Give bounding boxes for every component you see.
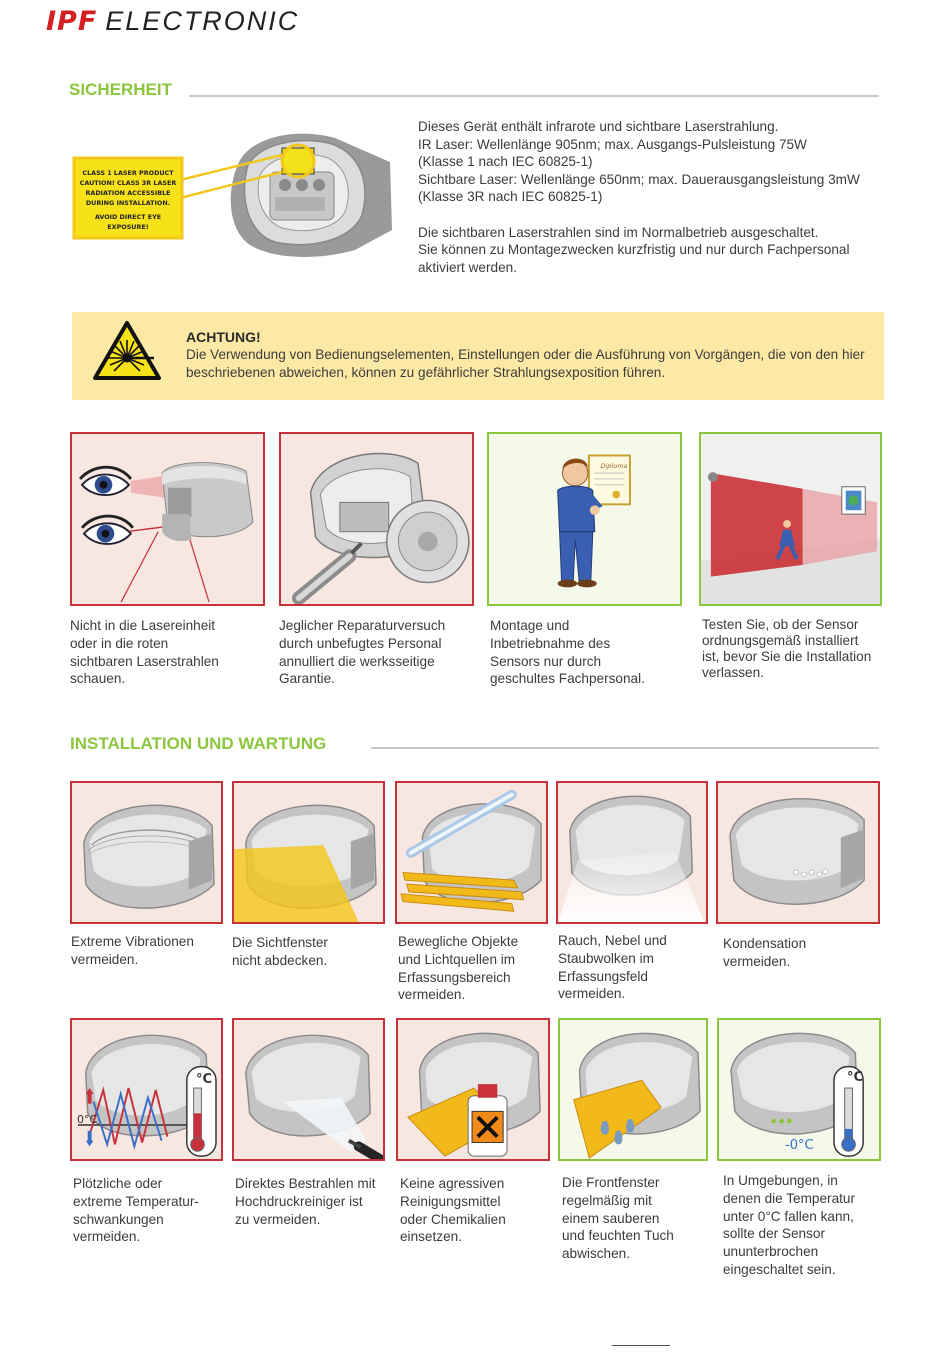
caption-line: Erfassungsfeld [558,968,648,984]
caption-repair-attempt [279,617,445,688]
caption-line: sichtbaren Laserstrahlen [70,653,219,669]
caption-line: und Lichtquellen im [398,951,516,967]
intro-line: (Klasse 3R nach IEC 60825-1) [418,189,603,205]
diploma-text: Diploma [600,462,628,470]
caption-line: verlassen. [702,665,764,680]
temperature-minus-label: -0°C [785,1138,814,1153]
caption-line: unter 0°C fallen kann, [723,1208,854,1224]
caption-line: Die Frontfenster [562,1175,660,1190]
caption-line: In Umgebungen, in [723,1173,838,1188]
caption-line: vermeiden. [71,951,139,967]
caption-line: oder in die roten [70,635,169,651]
caption-line: regelmäßig mit [562,1192,652,1208]
tile-cover-window [232,781,385,924]
sensor-moving-objects-illustration [397,783,546,922]
caption-line: Plötzliche oder [73,1176,163,1191]
caption-moving-objects [398,933,518,1004]
caption-line: extreme Temperatur- [73,1193,199,1209]
caption-line: Hochdruckreiniger ist [235,1193,363,1209]
intro-line: aktiviert werden. [418,259,517,275]
section-rule [189,95,879,97]
tile-technician [487,432,682,606]
caption-line: Montage und [490,618,570,633]
caption-line: Reinigungsmittel [400,1193,501,1209]
caption-line: vermeiden. [723,953,791,969]
caption-line: Nicht in die Lasereinheit [70,618,216,633]
intro-line: Dieses Gerät enthält infrarote und sichtbare Laserstrahlung. [418,119,779,134]
safety-intro-text [418,118,918,276]
section-title-installation: INSTALLATION UND WARTUNG [70,734,327,753]
arrow-down-icon [86,1131,94,1147]
laser-label-line: RADIATION ACCESSIBLE [85,189,171,197]
caption-line: Bewegliche Objekte [398,934,519,949]
caption-temperature-swings [73,1175,199,1246]
sensor-condensation-illustration [718,783,878,922]
tile-temperature-swings [70,1018,223,1161]
intro-spacer [418,206,918,224]
tile-smoke-fog [556,781,708,924]
caption-clean-window [562,1174,674,1263]
sensor-vibration-illustration [72,783,221,922]
test-installation-illustration [701,434,880,604]
tile-eye-laser [70,432,265,606]
repair-illustration [281,434,472,604]
laser-hazard-icon [92,320,162,382]
caption-line: zu vermeiden. [235,1211,321,1227]
technician-illustration [489,434,680,604]
caption-line: geschultes Fachpersonal. [490,671,645,687]
caption-continuous-power [723,1172,855,1279]
tile-moving-objects [395,781,548,924]
caption-line: ordnungsgemäß installiert [702,633,859,648]
sensor-label-illustration [70,110,400,270]
brand-name-rest: ELECTRONIC [105,6,300,36]
eye-icon [80,467,131,495]
caption-technician [490,617,645,688]
temperature-zero-label: 0°C [77,1113,98,1126]
tile-test-installation [699,432,882,606]
caption-vibration [71,933,194,969]
caption-smoke-fog [558,932,667,1003]
sensor-pressure-washer-illustration [234,1020,383,1159]
sensor-chemicals-illustration [398,1020,548,1159]
caption-line: Keine agressiven [400,1176,505,1191]
thermometer-unit: °C [196,1072,213,1087]
caption-line: Kondensation [723,936,807,951]
thermometer-unit: °C [847,1070,864,1085]
caption-line: oder Chemikalien [400,1211,506,1227]
warning-title: ACHTUNG! [186,329,261,345]
caption-line: Testen Sie, ob der Sensor [702,617,859,632]
laser-label-line: AVOID DIRECT EYE EXPOSURE! [94,213,162,231]
caption-line: sollte der Sensor [723,1226,826,1242]
caption-eye-laser [70,617,219,688]
tile-clean-window [558,1018,708,1161]
eye-icon [82,516,133,544]
caption-line: eingeschaltet sein. [723,1261,836,1277]
caption-line: Extreme Vibrationen [71,934,194,949]
caption-line: Staubwolken im [558,950,654,966]
caption-line: nicht abdecken. [232,952,328,968]
sensor-cover-illustration [234,783,383,922]
caption-line: Rauch, Nebel und [558,933,667,948]
intro-line: Sichtbare Laser: Wellenlänge 650nm; max. Dauerausgangsleistung 3mW [418,171,860,187]
warning-box [72,312,884,400]
intro-line: IR Laser: Wellenlänge 905nm; max. Ausgangs-Pulsleistung 75W [418,136,807,152]
caption-line: Sensors nur durch [490,653,602,669]
caption-line: Direktes Bestrahlen mit [235,1176,376,1191]
caption-line: schauen. [70,671,126,687]
section-title-safety: SICHERHEIT [69,80,172,99]
caption-line: schwankungen [73,1211,164,1227]
caption-line: einem sauberen [562,1210,660,1226]
caption-line: Erfassungsbereich [398,969,511,985]
caption-test-installation [702,617,871,681]
caption-line: durch unbefugtes Personal [279,635,442,651]
caption-line: ununterbrochen [723,1244,819,1260]
intro-line: Die sichtbaren Laserstrahlen sind im Normalbetrieb ausgeschaltet. [418,224,819,240]
tile-condensation [716,781,880,924]
caption-line: einsetzen. [400,1229,462,1245]
laser-label-line: DURING INSTALLATION. [85,199,171,207]
caption-line: ist, bevor Sie die Installation [702,649,872,664]
caption-line: Garantie. [279,671,335,687]
caption-line: Jeglicher Reparaturversuch [279,618,446,633]
laser-label-line: CLASS 1 LASER PRODUCT [82,169,174,177]
sensor-clean-window-illustration [560,1020,706,1159]
caption-line: vermeiden. [558,986,626,1002]
caption-line: Die Sichtfenster [232,935,328,950]
caption-line: abwischen. [562,1246,631,1262]
caption-line: annulliert die werksseitige [279,653,435,669]
caption-cover-window [232,934,328,970]
laser-label [78,168,178,232]
caption-line: vermeiden. [398,987,466,1003]
caption-line: vermeiden. [73,1229,141,1245]
tile-repair-attempt [279,432,474,606]
intro-line: (Klasse 1 nach IEC 60825-1) [418,154,593,170]
eye-laser-illustration [72,434,263,604]
brand-logo [46,6,299,37]
sensor-temperature-illustration [72,1020,221,1159]
intro-line: Sie können zu Montagezwecken kurzfristig und nur durch Fachpersonal [418,242,850,258]
caption-condensation [723,935,806,971]
caption-pressure-washer [235,1175,376,1228]
warning-text: Die Verwendung von Bedienungselementen, Einstellungen oder die Ausführung von Vorgängen, die von den hier beschriebenen abweichen, können zu gefährlicher Strahlungsexposition führen. [186,347,865,380]
caption-line: denen die Temperatur [723,1190,856,1206]
tile-pressure-washer [232,1018,385,1161]
caption-line: Inbetriebnahme des [490,635,611,651]
tile-chemicals [396,1018,550,1161]
tile-continuous-power [717,1018,881,1161]
caption-chemicals [400,1175,506,1246]
section-rule [371,747,879,749]
footer-rule [612,1345,670,1346]
sensor-smoke-illustration [558,783,706,922]
caption-line: und feuchten Tuch [562,1228,674,1244]
brand-name-bold: IPF [46,6,98,37]
laser-label-line: CAUTION! CLASS 3R LASER [79,179,177,187]
tile-vibration [70,781,223,924]
